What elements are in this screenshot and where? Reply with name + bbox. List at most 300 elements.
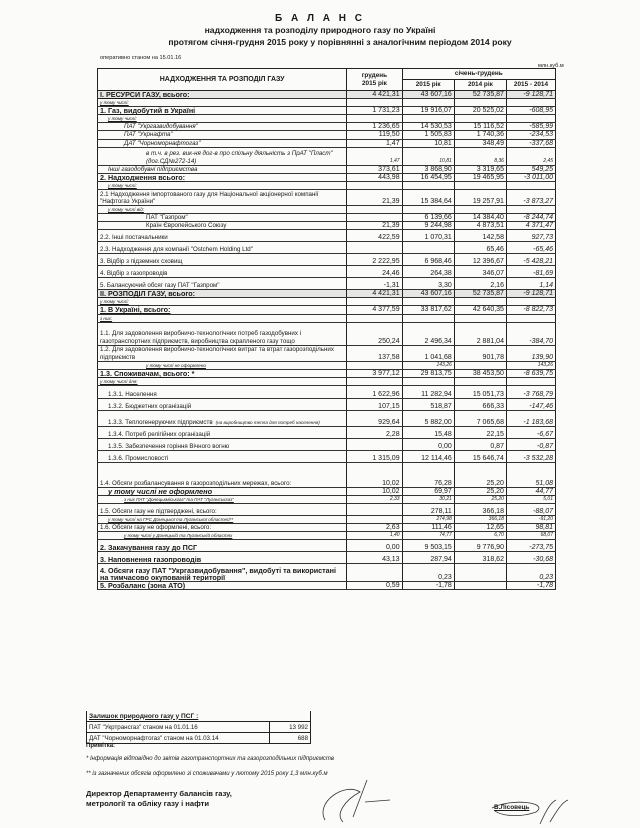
table-row xyxy=(98,398,556,410)
table-row xyxy=(98,115,556,123)
cell-diff: 68,07 xyxy=(506,532,555,540)
cell-dec: 107,15 xyxy=(347,398,402,410)
signatory-position-line-1: Директор Департаменту балансів газу, xyxy=(86,789,232,798)
row-label xyxy=(98,398,347,410)
storage-title: Залишок природного газу у ПСГ : xyxy=(87,711,311,722)
table-row xyxy=(98,564,556,582)
row-label xyxy=(98,314,347,322)
row-label xyxy=(98,222,347,230)
cell-dec xyxy=(347,314,402,322)
row-label xyxy=(98,123,347,131)
cell-diff: -1,78 xyxy=(506,582,555,590)
table-row xyxy=(98,123,556,131)
table-row xyxy=(98,205,556,213)
cell-y2014: 25,20 xyxy=(454,462,506,487)
notes-title: Примітка: xyxy=(86,743,116,749)
table-row xyxy=(98,504,556,516)
row-label-text: 2. Закачування газу до ПСГ xyxy=(100,543,198,553)
cell-diff: -273,75 xyxy=(506,540,555,552)
col-header-name: НАДХОДЖЕННЯ ТА РОЗПОДІЛ ГАЗУ xyxy=(98,69,347,91)
cell-diff xyxy=(506,115,555,123)
row-label-text: 3. Наповнення газопроводів xyxy=(100,555,202,565)
signature-mark-1 xyxy=(305,772,395,828)
row-label-text: 1.3.5. Забезпечення горіння Вічного вогню xyxy=(108,442,230,450)
row-label xyxy=(98,540,347,552)
table-row xyxy=(98,306,556,314)
cell-dec: 2,33 xyxy=(347,495,402,503)
cell-y2015: 16 454,95 xyxy=(402,173,454,181)
cell-y2014 xyxy=(454,314,506,322)
row-label-text: з них: xyxy=(100,315,113,321)
row-label xyxy=(98,139,347,147)
cell-diff: 927,73 xyxy=(506,230,555,242)
cell-dec xyxy=(347,516,402,524)
cell-diff: -3 011,00 xyxy=(506,173,555,181)
table-row xyxy=(98,450,556,462)
storage-label: ДАТ "Чорноморнафтогаз" станом на 01.03.14 xyxy=(87,733,270,744)
cell-y2015: 278,11 xyxy=(402,504,454,516)
row-label xyxy=(98,438,347,450)
row-label xyxy=(98,230,347,242)
cell-diff: 4 371,47 xyxy=(506,222,555,230)
cell-y2014: 19 257,91 xyxy=(454,189,506,205)
cell-y2015: 11 282,94 xyxy=(402,385,454,398)
cell-y2014: 42 640,35 xyxy=(454,306,506,314)
cell-y2015: 76,28 xyxy=(402,462,454,487)
cell-diff xyxy=(506,99,555,107)
cell-y2015: 6 139,66 xyxy=(402,214,454,222)
cell-y2014 xyxy=(454,564,506,582)
signature-mark-2 xyxy=(490,796,570,828)
cell-y2015: 3 868,90 xyxy=(402,165,454,173)
table-row xyxy=(98,189,556,205)
cell-diff: -65,46 xyxy=(506,242,555,254)
table-row xyxy=(98,495,556,503)
col-header-2014: 2014 рік xyxy=(454,80,506,91)
row-label-text: 5. Балансуючий обсяг газу ПАТ "Газпром" xyxy=(100,282,220,290)
cell-y2014: 3 319,65 xyxy=(454,165,506,173)
table-row xyxy=(98,139,556,147)
table-row xyxy=(98,552,556,564)
cell-y2015: -1,78 xyxy=(402,582,454,590)
cell-diff: -608,95 xyxy=(506,107,555,115)
cell-dec: 250,24 xyxy=(347,322,402,345)
row-label xyxy=(98,189,347,205)
row-label-text: 4. Відбір з газопроводів xyxy=(100,270,168,278)
table-row xyxy=(98,410,556,426)
cell-y2015: 6 968,46 xyxy=(402,254,454,266)
cell-diff: 51,08 xyxy=(506,462,555,487)
cell-y2015: 30,21 xyxy=(402,495,454,503)
cell-y2014: 14 384,40 xyxy=(454,214,506,222)
cell-dec: 443,98 xyxy=(347,173,402,181)
row-label xyxy=(98,322,347,345)
table-row xyxy=(98,345,556,361)
cell-y2014 xyxy=(454,115,506,123)
cell-y2014: 15 646,74 xyxy=(454,450,506,462)
cell-y2015: 10,81 xyxy=(402,139,454,147)
cell-y2014: 901,78 xyxy=(454,345,506,361)
cell-dec xyxy=(347,504,402,516)
cell-y2015: 0,23 xyxy=(402,564,454,582)
cell-y2015: 0,00 xyxy=(402,438,454,450)
cell-dec: 1 731,23 xyxy=(347,107,402,115)
cell-dec: 2 222,95 xyxy=(347,254,402,266)
row-label xyxy=(98,582,347,590)
row-label xyxy=(98,115,347,123)
cell-y2015: 19 916,07 xyxy=(402,107,454,115)
cell-diff xyxy=(506,377,555,385)
cell-y2014: 346,07 xyxy=(454,266,506,278)
row-label-text: ІІ. РОЗПОДІЛ ГАЗУ, всього: xyxy=(100,289,196,299)
document-title: Б А Л А Н С xyxy=(275,13,365,24)
row-label-text: 2.3. Надходження для компанії "Ostchem Holding Ltd" xyxy=(100,246,253,254)
row-label xyxy=(98,266,347,278)
cell-y2014: 12,65 xyxy=(454,524,506,532)
cell-y2014: 65,46 xyxy=(454,242,506,254)
cell-y2014 xyxy=(454,181,506,189)
storage-label: ПАТ "Укртрансгаз" станом на 01.01.16 xyxy=(87,722,270,733)
row-label xyxy=(98,147,347,165)
cell-dec xyxy=(347,361,402,369)
cell-dec xyxy=(347,115,402,123)
cell-y2014: 1 740,36 xyxy=(454,131,506,139)
cell-diff: -8 639,75 xyxy=(506,369,555,377)
row-label-text: ДАТ "Чорноморнафтогаз" xyxy=(124,139,201,147)
row-label-text: у тому числі: xyxy=(108,116,137,122)
cell-y2015: 3,30 xyxy=(402,278,454,290)
cell-y2014: 25,20 xyxy=(454,495,506,503)
cell-dec xyxy=(347,438,402,450)
row-label-text: ПАТ "Газпром" xyxy=(146,214,188,222)
row-label xyxy=(98,278,347,290)
signatory-position xyxy=(86,789,232,809)
row-label-text: у тому числі: xyxy=(100,299,129,305)
cell-diff: -3 532,28 xyxy=(506,450,555,462)
cell-dec: 422,59 xyxy=(347,230,402,242)
signatory-position-line-2: метрології та обліку газу і нафти xyxy=(86,799,210,808)
cell-y2014: 366,18 xyxy=(454,516,506,524)
table-row xyxy=(98,131,556,139)
cell-diff: -9 128,71 xyxy=(506,290,555,298)
cell-diff: -3 768,79 xyxy=(506,385,555,398)
cell-y2015: 274,98 xyxy=(402,516,454,524)
cell-y2015 xyxy=(402,205,454,213)
cell-dec: 137,58 xyxy=(347,345,402,361)
cell-y2015: 43 607,16 xyxy=(402,290,454,298)
cell-y2014: 25,20 xyxy=(454,487,506,495)
cell-dec: 2,63 xyxy=(347,524,402,532)
cell-dec xyxy=(347,99,402,107)
cell-y2015: 10,81 xyxy=(402,147,454,165)
cell-dec: 10,02 xyxy=(347,487,402,495)
cell-y2015 xyxy=(402,99,454,107)
table-row xyxy=(98,314,556,322)
cell-diff xyxy=(506,314,555,322)
row-label-text: 4. Обсяги газу ПАТ "Укргазвидобування", видобуті та використані на тимчасово окупованій території xyxy=(100,566,336,583)
table-row xyxy=(98,532,556,540)
row-label xyxy=(98,131,347,139)
cell-y2015: 1 070,31 xyxy=(402,230,454,242)
cell-y2015: 9 503,15 xyxy=(402,540,454,552)
cell-diff: 98,81 xyxy=(506,524,555,532)
cell-diff: -8 244,74 xyxy=(506,214,555,222)
cell-y2015 xyxy=(402,314,454,322)
row-label-text: 1.4. Обсяги розбалансування в газорозподільних мережах, всього: xyxy=(100,479,292,487)
cell-y2015 xyxy=(402,181,454,189)
cell-y2015 xyxy=(402,377,454,385)
cell-y2014: 15 116,52 xyxy=(454,123,506,131)
cell-dec xyxy=(347,214,402,222)
row-label xyxy=(98,205,347,213)
cell-diff: -81,69 xyxy=(506,266,555,278)
row-label-text: Країн Європейського Союзу xyxy=(146,222,227,230)
cell-diff: -384,70 xyxy=(506,322,555,345)
cell-diff: -6,67 xyxy=(506,426,555,438)
cell-diff: -3 873,27 xyxy=(506,189,555,205)
cell-y2015 xyxy=(402,242,454,254)
cell-dec: 373,61 xyxy=(347,165,402,173)
row-label-text: 2.1 Надходження імпортованого газу для Національної акціонерної компанії "Нафтогаз України" xyxy=(100,190,319,205)
col-header-jan-dec: січень-грудень xyxy=(402,69,555,80)
cell-dec: -1,31 xyxy=(347,278,402,290)
table-row xyxy=(98,254,556,266)
table-row xyxy=(98,462,556,487)
row-label-text: 1.3.1. Населення xyxy=(108,390,157,398)
row-label xyxy=(98,450,347,462)
row-label-text: 1.6. Обсяги газу не оформлені, всього: xyxy=(100,524,212,532)
cell-diff: -234,53 xyxy=(506,131,555,139)
cell-dec xyxy=(347,181,402,189)
table-row xyxy=(98,369,556,377)
cell-dec: 10,02 xyxy=(347,462,402,487)
row-label-text: ПАТ "Укрнафта" xyxy=(124,131,173,139)
row-label-text: у тому числі не оформлено xyxy=(146,362,206,368)
cell-dec xyxy=(347,242,402,254)
row-label-text: 1.3.3. Теплогенеруючих підприємств xyxy=(108,418,213,426)
cell-dec: 24,46 xyxy=(347,266,402,278)
cell-y2015: 74,77 xyxy=(402,532,454,540)
row-label-text: 2.2. Інші постачальники xyxy=(100,234,168,242)
table-row xyxy=(98,516,556,524)
row-label xyxy=(98,107,347,115)
row-label xyxy=(98,516,347,524)
cell-dec: 0,59 xyxy=(347,582,402,590)
cell-diff: 143,26 xyxy=(506,361,555,369)
cell-y2015: 15,48 xyxy=(402,426,454,438)
cell-dec: 4 421,31 xyxy=(347,290,402,298)
cell-y2015: 111,46 xyxy=(402,524,454,532)
row-label-text: 1.3.4. Потреб релігійних організацій xyxy=(108,430,211,438)
cell-y2015 xyxy=(402,298,454,306)
row-label xyxy=(98,532,347,540)
row-label-text: І. РЕСУРСИ ГАЗУ, всього: xyxy=(100,90,190,99)
cell-y2015: 1 041,68 xyxy=(402,345,454,361)
row-label-text: Інші газодобувні підприємства xyxy=(108,165,198,173)
cell-y2015: 29 813,75 xyxy=(402,369,454,377)
cell-dec: 2,28 xyxy=(347,426,402,438)
cell-diff: -0,87 xyxy=(506,438,555,450)
cell-y2014: 15 051,73 xyxy=(454,385,506,398)
cell-diff: -30,68 xyxy=(506,552,555,564)
row-label xyxy=(98,254,347,266)
row-label xyxy=(98,214,347,222)
cell-dec: 21,39 xyxy=(347,222,402,230)
cell-diff: -91,20 xyxy=(506,516,555,524)
table-row xyxy=(98,242,556,254)
table-row xyxy=(98,266,556,278)
cell-y2014 xyxy=(454,99,506,107)
row-label xyxy=(98,345,347,361)
row-label-text: 2. Надходження всього: xyxy=(100,172,186,182)
cell-y2014: 52 735,87 xyxy=(454,290,506,298)
row-label xyxy=(98,462,347,487)
row-label-text: 1.1. Для задоволення виробничо-технологічних потреб газодобувних і газотранспортних підприємств, виробництва скрапленого газу тощо xyxy=(100,330,302,345)
cell-dec: 1,47 xyxy=(347,139,402,147)
cell-dec: 119,50 xyxy=(347,131,402,139)
cell-y2014: 9 776,90 xyxy=(454,540,506,552)
cell-y2014 xyxy=(454,298,506,306)
row-label xyxy=(98,385,347,398)
cell-y2015: 15 384,64 xyxy=(402,189,454,205)
row-label xyxy=(98,377,347,385)
cell-y2015: 143,26 xyxy=(402,361,454,369)
row-label-text: ПАТ "Укргазвидобування" xyxy=(124,123,198,131)
row-label-text: у тому числі у Донецькій та Луганській областях xyxy=(124,533,233,539)
cell-y2014: 666,33 xyxy=(454,398,506,410)
cell-y2015: 14 530,53 xyxy=(402,123,454,131)
storage-row xyxy=(87,733,311,744)
cell-y2014: 7 065,68 xyxy=(454,410,506,426)
row-label xyxy=(98,242,347,254)
cell-dec: 1 622,96 xyxy=(347,385,402,398)
row-label xyxy=(98,552,347,564)
row-label-note: (на виробництво тепла для потреб населення) xyxy=(215,419,320,425)
table-row xyxy=(98,322,556,345)
cell-dec: 929,64 xyxy=(347,410,402,426)
cell-dec xyxy=(347,377,402,385)
table-row xyxy=(98,147,556,165)
cell-dec xyxy=(347,298,402,306)
row-label-text: у тому числі від: xyxy=(108,206,144,212)
cell-dec: 1,40 xyxy=(347,532,402,540)
cell-diff: -585,99 xyxy=(506,123,555,131)
col-header-dec: грудень 2015 рік xyxy=(347,69,402,91)
row-label-text: 1.3.6. Промисловості xyxy=(108,454,169,462)
cell-y2014 xyxy=(454,582,506,590)
signatory-name: В.Лісовець xyxy=(494,804,530,811)
table-row xyxy=(98,540,556,552)
cell-y2015: 43 607,16 xyxy=(402,91,454,99)
cell-diff: 549,25 xyxy=(506,165,555,173)
gas-balance-table xyxy=(97,68,556,590)
row-label xyxy=(98,290,347,298)
row-label xyxy=(98,410,347,426)
cell-y2014: 22,15 xyxy=(454,426,506,438)
cell-diff: -5 428,21 xyxy=(506,254,555,266)
cell-dec: 4 421,31 xyxy=(347,91,402,99)
cell-y2014: 2 881,04 xyxy=(454,322,506,345)
cell-y2015: 2 496,34 xyxy=(402,322,454,345)
note-1: * Інформація відповідно до звітів газотранспортних та газорозподільних підприємств xyxy=(86,756,334,762)
cell-y2014: 2,16 xyxy=(454,278,506,290)
col-header-2015: 2015 рік xyxy=(402,80,454,91)
row-label-text: 1.5. Обсяги газу не підтверджені, всього: xyxy=(100,507,217,515)
cell-y2014: 52 735,87 xyxy=(454,91,506,99)
row-label-text: у тому числі: xyxy=(100,100,129,106)
table-row xyxy=(98,487,556,495)
cell-y2014: 20 525,02 xyxy=(454,107,506,115)
table-row xyxy=(98,385,556,398)
cell-y2014: 318,62 xyxy=(454,552,506,564)
cell-y2014 xyxy=(454,205,506,213)
row-label-text: 5. Розбаланс (зона АТО) xyxy=(100,581,186,591)
cell-y2014: 12 396,67 xyxy=(454,254,506,266)
cell-y2014: 0,87 xyxy=(454,438,506,450)
cell-y2015: 287,94 xyxy=(402,552,454,564)
table-row xyxy=(98,91,556,99)
table-row xyxy=(98,181,556,189)
cell-diff: -88,07 xyxy=(506,504,555,516)
cell-diff xyxy=(506,181,555,189)
cell-diff xyxy=(506,298,555,306)
row-label-text: 1. В Україні, всього: xyxy=(100,305,171,315)
storage-value: 688 xyxy=(270,733,311,744)
row-label-text: 1.2. Для задоволення виробничо-технологічних витрат та втрат газорозподільних підприємств xyxy=(100,346,334,361)
row-label xyxy=(98,564,347,582)
cell-diff: 139,90 xyxy=(506,345,555,361)
cell-dec: 43,13 xyxy=(347,552,402,564)
cell-dec xyxy=(347,564,402,582)
table-row xyxy=(98,173,556,181)
cell-dec: 1 315,09 xyxy=(347,450,402,462)
cell-y2014: 142,58 xyxy=(454,230,506,242)
cell-y2015: 33 817,62 xyxy=(402,306,454,314)
cell-diff: -337,68 xyxy=(506,139,555,147)
cell-diff: 2,45 xyxy=(506,147,555,165)
cell-y2014: 8,36 xyxy=(454,147,506,165)
cell-y2014: 38 453,50 xyxy=(454,369,506,377)
cell-dec: 21,39 xyxy=(347,189,402,205)
table-row xyxy=(98,377,556,385)
document-subtitle-1: надходження та розподілу природного газу по Україні xyxy=(204,25,436,35)
table-row xyxy=(98,230,556,242)
cell-y2015: 12 114,46 xyxy=(402,450,454,462)
cell-y2014: 366,18 xyxy=(454,504,506,516)
cell-y2015: 1 505,83 xyxy=(402,131,454,139)
row-label-text: 1. Газ, видобутий в Україні xyxy=(100,106,196,116)
cell-dec: 1,47 xyxy=(347,147,402,165)
cell-diff: -147,46 xyxy=(506,398,555,410)
cell-diff: 0,23 xyxy=(506,564,555,582)
cell-diff: 5,01 xyxy=(506,495,555,503)
storage-row xyxy=(87,722,311,733)
row-label-text: у тому числі на ГРС Донецької та Луганської областей** xyxy=(108,517,234,523)
row-label xyxy=(98,173,347,181)
table-row xyxy=(98,278,556,290)
row-label-text: 1.3.2. Бюджетних організацій xyxy=(108,402,192,410)
row-label xyxy=(98,524,347,532)
document-subtitle-2: протягом січня-грудня 2015 року у порівнянні з аналогічним періодом 2014 року xyxy=(168,37,512,47)
row-label xyxy=(98,495,347,503)
cell-y2014: 6,70 xyxy=(454,532,506,540)
table-row xyxy=(98,107,556,115)
cell-y2014: 4 873,51 xyxy=(454,222,506,230)
cell-y2014 xyxy=(454,361,506,369)
cell-diff: 44,77 xyxy=(506,487,555,495)
cell-y2015: 69,97 xyxy=(402,487,454,495)
row-label xyxy=(98,369,347,377)
